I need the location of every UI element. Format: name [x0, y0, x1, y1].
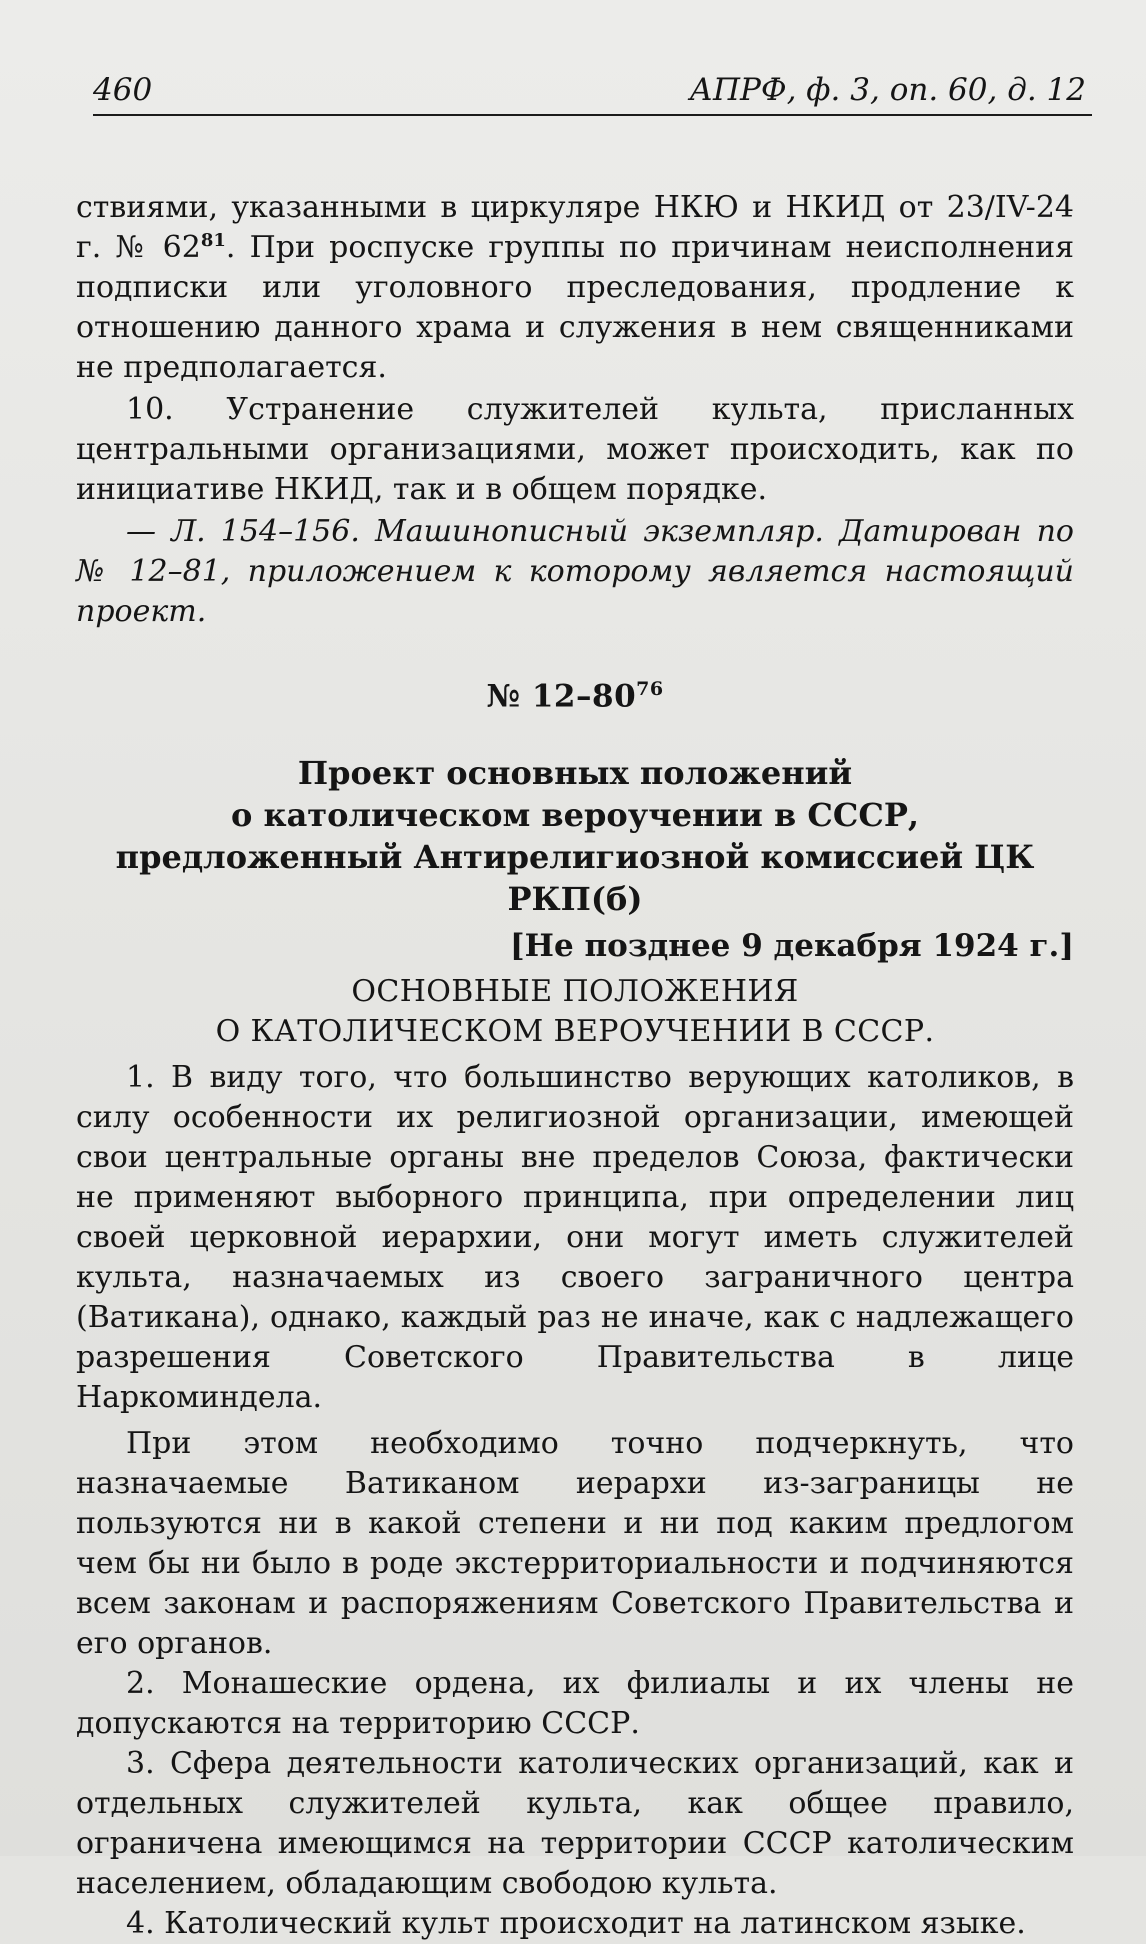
archival-citation: — Л. 154–156. Машинописный экземпляр. Датирован по № 12–81, приложением к которому является настоящий проект. — [76, 514, 1074, 629]
section-heading-line-2: О КАТОЛИЧЕСКОМ ВЕРОУЧЕНИИ В СССР. — [215, 1014, 935, 1050]
document-number-ref: 76 — [636, 678, 664, 700]
document-number — [76, 678, 1074, 714]
header-rule — [93, 114, 1092, 116]
paragraph-1b: При этом необходимо точно подчеркнуть, что назначаемые Ватиканом иерархи из-заграницы не пользуются ни в какой степени и ни под каким предлогом чем бы ни было в роде экстерриториальности и подчиняются всем законам и распоряжениям Советского Правительства и его органов. — [76, 1426, 1074, 1662]
paragraph-3: 3. Сфера деятельности католических организаций, как и отдельных служителей культа, как общее правило, ограничена имеющимся на территории СССР католическим населением, обладающим свободою культа. — [76, 1746, 1074, 1902]
continuation-paragraph — [76, 188, 1074, 388]
page-number: 460 — [93, 72, 153, 108]
continuation-text-end: . При роспуске группы по причинам неисполнения подписки или уголовного преследования, продление к отношению данного храма и служения в нем священниками не предполагается. — [76, 230, 1074, 385]
document-title-line-3: предложенный Антирелигиозной комиссией ЦК РКП(б) — [115, 838, 1035, 919]
paragraph-1: 1. В виду того, что большинство верующих католиков, в силу особенности их религиозной организации, имеющей свои центральные органы вне пределов Союза, фактически не применяют выборного принципа, при определении лиц своей церковной иерархии, они могут иметь служителей культа, назначаемых из своего заграничного центра (Ватикана), однако, каждый раз не иначе, как с надлежащего разрешения Советского Правительства в лице Наркоминдела. — [76, 1060, 1074, 1416]
point-10: 10. Устранение служителей культа, присланных центральными организациями, может происходить, как по инициативе НКИД, так и в общем порядке. — [76, 392, 1074, 507]
section-heading — [76, 972, 1074, 1052]
page-body — [76, 188, 1074, 1944]
paragraph-4: 4. Католический культ происходит на латинском языке. — [126, 1906, 1026, 1942]
document-title-line-1: Проект основных положений — [297, 754, 853, 793]
running-head: АПРФ, ф. 3, оп. 60, д. 12 — [689, 72, 1086, 108]
section-heading-line-1: ОСНОВНЫЕ ПОЛОЖЕНИЯ — [351, 974, 799, 1010]
footnote-ref: 81 — [200, 230, 226, 251]
document-title-line-2: о католическом вероучении в СССР, — [230, 796, 920, 835]
document-date: [Не позднее 9 декабря 1924 г.] — [509, 928, 1074, 965]
document-title — [76, 752, 1074, 920]
document-number-text: № 12–80 — [486, 678, 637, 715]
paragraph-2: 2. Монашеские ордена, их филиалы и их члены не допускаются на территорию СССР. — [76, 1666, 1074, 1742]
continuation-text: ствиями, указанными в циркуляре НКЮ и НКИД от 23/IV-24 г. № 62 — [76, 190, 1074, 265]
